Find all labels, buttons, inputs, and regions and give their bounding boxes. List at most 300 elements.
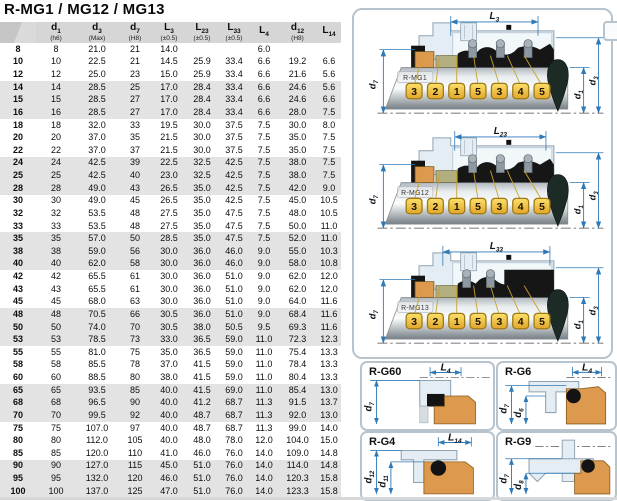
- dim-label: $L_4$: [582, 363, 593, 375]
- table-cell: 43: [118, 182, 152, 195]
- table-cell: 23: [129, 69, 140, 80]
- table-cell: 49.0: [76, 182, 118, 195]
- spring-pin: [486, 270, 494, 288]
- table-cell: 6.6: [250, 106, 278, 119]
- flush-port: [461, 253, 477, 271]
- table-cell: 7.5: [257, 132, 271, 143]
- row-label: 48: [0, 308, 36, 321]
- table-cell: 42.5: [218, 169, 250, 182]
- table-cell: 78.5: [76, 333, 118, 346]
- table-cell: 39: [118, 157, 152, 170]
- table-cell: 13.3: [320, 359, 338, 370]
- table-cell: 59.0: [218, 333, 250, 346]
- table-cell: 96.5: [76, 397, 118, 410]
- table-cell: 42.5: [225, 195, 243, 206]
- dim-label: $d_3$: [586, 191, 600, 201]
- table-cell: 110: [127, 447, 143, 458]
- svg-text:3: 3: [411, 202, 417, 214]
- table-row: [0, 182, 341, 195]
- svg-text:4: 4: [517, 87, 524, 99]
- table-row: [0, 220, 341, 233]
- row-label: 18: [12, 119, 23, 130]
- table-cell: 19.5: [160, 119, 178, 130]
- dim-label: $L_{33}$: [489, 240, 503, 254]
- table-cell: 6.6: [250, 81, 278, 94]
- table-cell: 28.5: [152, 232, 186, 245]
- table-cell: 92.0: [278, 409, 317, 422]
- table-cell: 47.5: [225, 207, 243, 218]
- sleeve: [420, 406, 428, 423]
- set-screw: [506, 140, 511, 145]
- table-cell: 7.5: [250, 182, 278, 195]
- row-label: 95: [0, 472, 36, 485]
- table-cell: 35.0: [193, 220, 211, 231]
- table-cell: 38.0: [160, 372, 178, 383]
- table-cell: 6.6: [317, 94, 341, 107]
- seat-ring-orange: [415, 167, 434, 183]
- table-cell: 36.0: [186, 308, 218, 321]
- table-cell: 30.0: [152, 245, 186, 258]
- panel-title: R-G6: [505, 366, 532, 378]
- table-cell: 43: [50, 283, 61, 294]
- svg-text:4: 4: [517, 317, 524, 329]
- table-cell: 26.5: [152, 182, 186, 195]
- table-cell: 11.0: [250, 384, 278, 397]
- table-cell: 41.0: [160, 447, 178, 458]
- table-row: [0, 296, 341, 309]
- row-label: 33: [12, 220, 23, 231]
- spring-pin: [496, 40, 504, 58]
- table-cell: 11.3: [250, 409, 278, 422]
- table-row: [0, 258, 341, 271]
- table-cell: [278, 43, 317, 56]
- table-cell: 7.5: [257, 220, 271, 231]
- spring-pin: [462, 270, 470, 288]
- svg-text:1: 1: [453, 202, 460, 214]
- table-cell: 38.0: [278, 169, 317, 182]
- dim-label: $L_3$: [489, 10, 500, 24]
- table-cell: 105: [127, 435, 143, 446]
- table-cell: 41.5: [193, 359, 211, 370]
- table-cell: 7.5: [322, 132, 336, 143]
- dim-label: $d_3$: [586, 306, 600, 316]
- table-cell: 5.6: [322, 69, 336, 80]
- table-cell: 37: [129, 144, 140, 155]
- table-cell: 27.5: [160, 207, 178, 218]
- table-cell: 14.0: [320, 422, 338, 433]
- table-cell: 69.0: [218, 384, 250, 397]
- table-cell: 21.6: [288, 69, 307, 80]
- table-cell: 38.0: [278, 157, 317, 170]
- table-cell: 7.5: [257, 207, 271, 218]
- table-cell: 11.6: [320, 296, 338, 307]
- table-cell: 114.0: [278, 460, 317, 473]
- table-cell: 22: [50, 144, 61, 155]
- table-cell: 78: [129, 359, 140, 370]
- table-cell: 45.0: [288, 195, 307, 206]
- table-cell: 92: [118, 409, 152, 422]
- table-cell: 37.0: [160, 359, 178, 370]
- table-row: [0, 106, 341, 119]
- table-cell: 28.4: [186, 106, 218, 119]
- table-cell: 35.0: [193, 195, 211, 206]
- table-cell: 27: [118, 94, 152, 107]
- table-cell: 45.0: [152, 460, 186, 473]
- table-cell: 51.0: [225, 283, 243, 294]
- row-label: 14: [0, 81, 36, 94]
- table-cell: 35.0: [193, 207, 211, 218]
- table-cell: 36.5: [193, 346, 211, 357]
- row-label: 42: [12, 271, 23, 282]
- table-cell: 15.8: [317, 485, 341, 498]
- row-label: 40: [0, 258, 36, 271]
- table-cell: 47.5: [218, 232, 250, 245]
- table-cell: 63: [129, 296, 140, 307]
- spring-pin: [524, 40, 532, 58]
- row-label: 25: [0, 169, 36, 182]
- table-cell: 68.7: [218, 409, 250, 422]
- table-cell: 5.6: [317, 81, 341, 94]
- table-cell: 19.2: [288, 56, 307, 67]
- table-cell: 65.5: [88, 271, 106, 282]
- table-cell: 28.5: [76, 94, 118, 107]
- table-cell: 65.5: [88, 283, 106, 294]
- table-cell: 45: [129, 195, 140, 206]
- table-cell: 35.0: [288, 132, 307, 143]
- table-cell: 40.0: [152, 384, 186, 397]
- table-cell: 62.0: [76, 258, 118, 271]
- table-cell: 91.5: [278, 397, 317, 410]
- table-row: [0, 434, 341, 447]
- table-cell: 55.0: [278, 245, 317, 258]
- table-cell: 33.4: [225, 69, 243, 80]
- table-cell: 51.0: [186, 472, 218, 485]
- table-cell: 58: [118, 258, 152, 271]
- table-cell: 25.9: [193, 69, 211, 80]
- table-cell: 36.0: [186, 245, 218, 258]
- table-cell: 90: [118, 397, 152, 410]
- table-cell: 21.5: [160, 132, 178, 143]
- table-row: [0, 371, 341, 384]
- table-cell: 27: [118, 106, 152, 119]
- table-cell: 11.0: [320, 220, 338, 231]
- row-label: 58: [12, 359, 23, 370]
- table-cell: 13.7: [317, 397, 341, 410]
- table-cell: 11.6: [317, 321, 341, 334]
- table-cell: 14.0: [250, 472, 278, 485]
- svg-text:2: 2: [432, 202, 439, 214]
- dim-label: $d_1$: [571, 320, 586, 330]
- row-label: 90: [0, 460, 36, 473]
- seat-ring-orange: [415, 282, 434, 298]
- svg-text:5: 5: [475, 317, 481, 329]
- table-cell: 57.0: [76, 232, 118, 245]
- table-cell: 68.7: [218, 397, 250, 410]
- row-label: 65: [0, 384, 36, 397]
- dim-label: $d_7$: [498, 404, 511, 414]
- table-cell: 42.5: [76, 169, 118, 182]
- table-row: [0, 270, 341, 283]
- dim-label: $d_7$: [498, 474, 511, 484]
- table-cell: 33.4: [218, 106, 250, 119]
- dim-label: $d_{11}$: [377, 475, 391, 488]
- table-cell: 41.5: [193, 372, 211, 383]
- table-cell: 8: [53, 43, 59, 54]
- table-cell: 28.5: [76, 106, 118, 119]
- table-row: [0, 321, 341, 334]
- table-cell: 21.5: [160, 144, 178, 155]
- spring-pin: [468, 155, 476, 173]
- svg-text:5: 5: [539, 202, 545, 214]
- table-cell: 30.5: [152, 321, 186, 334]
- table-cell: 35: [129, 132, 140, 143]
- diagram-label: R-MG12: [401, 189, 430, 197]
- table-row: [0, 485, 341, 498]
- table-cell: 48.0: [193, 435, 211, 446]
- table-cell: 35.0: [186, 182, 218, 195]
- table-cell: 9.0: [317, 182, 341, 195]
- table-cell: 6.6: [257, 56, 271, 67]
- table-row: [0, 333, 341, 346]
- table-cell: 36.5: [186, 333, 218, 346]
- table-row: [0, 460, 341, 473]
- table-cell: 75: [129, 346, 140, 357]
- table-cell: 48: [36, 308, 76, 321]
- table-cell: 42.5: [218, 157, 250, 170]
- table-cell: 30.0: [288, 119, 307, 130]
- table-cell: 68.7: [225, 422, 243, 433]
- row-label: 53: [0, 333, 36, 346]
- table-cell: 24.6: [278, 81, 317, 94]
- table-cell: 50: [36, 321, 76, 334]
- table-cell: 62.0: [288, 271, 307, 282]
- table-cell: 99.5: [76, 409, 118, 422]
- table-cell: 11.3: [255, 422, 273, 433]
- table-cell: 65: [36, 384, 76, 397]
- dim-label: $d_7$: [363, 402, 376, 412]
- row-label: 38: [0, 245, 36, 258]
- table-cell: 25.9: [193, 56, 211, 67]
- table-cell: 50.0: [288, 220, 307, 231]
- table-cell: 78.0: [225, 435, 243, 446]
- table-cell: 7.5: [250, 157, 278, 170]
- table-cell: 40.0: [160, 422, 178, 433]
- table-cell: 21: [129, 56, 140, 67]
- spring-pin: [468, 40, 476, 58]
- table-cell: 33: [50, 220, 61, 231]
- table-cell: 78.4: [288, 359, 307, 370]
- table-cell: 9.0: [250, 245, 278, 258]
- table-cell: 32.5: [186, 157, 218, 170]
- dim-label: $d_3$: [586, 76, 600, 86]
- table-cell: 12.0: [320, 283, 338, 294]
- table-cell: 46.0: [218, 258, 250, 271]
- table-cell: 46.0: [193, 447, 211, 458]
- table-cell: 30.0: [193, 119, 211, 130]
- svg-text:5: 5: [475, 202, 481, 214]
- svg-text:5: 5: [475, 87, 481, 99]
- table-cell: 9.0: [257, 296, 271, 307]
- table-row: [0, 207, 341, 220]
- table-cell: 68.0: [88, 296, 106, 307]
- table-cell: 13.3: [320, 346, 338, 357]
- table-cell: 26.5: [160, 195, 178, 206]
- table-cell: 32.5: [186, 169, 218, 182]
- table-cell: 85: [118, 384, 152, 397]
- table-cell: 88.5: [88, 372, 106, 383]
- table-cell: 112.0: [86, 435, 108, 446]
- table-cell: 12: [50, 69, 61, 80]
- table-cell: 90: [36, 460, 76, 473]
- row-label: 70: [0, 409, 36, 422]
- column-header: $L_{23}$ (±0.5): [186, 22, 218, 43]
- table-cell: 72.3: [278, 333, 317, 346]
- table-cell: 30.0: [160, 271, 178, 282]
- seal-diagram-r-mg12: [354, 125, 611, 240]
- svg-text:1: 1: [453, 87, 460, 99]
- table-cell: 100: [36, 485, 76, 498]
- svg-text:5: 5: [539, 317, 545, 329]
- row-label: 20: [12, 132, 23, 143]
- table-cell: 59.0: [225, 359, 243, 370]
- table-cell: 17.0: [152, 106, 186, 119]
- detail-panel-r-g4: [360, 431, 495, 501]
- table-cell: 76.0: [218, 460, 250, 473]
- table-cell: 132.0: [76, 472, 118, 485]
- table-cell: 32.0: [88, 119, 106, 130]
- table-row: [0, 131, 341, 144]
- table-cell: 47.5: [225, 220, 243, 231]
- row-label: 43: [12, 283, 23, 294]
- o-ring: [431, 460, 446, 475]
- row-label: 100: [0, 485, 36, 498]
- row-label: 50: [0, 321, 36, 334]
- table-cell: 25.0: [88, 69, 106, 80]
- table-cell: 123.3: [278, 485, 317, 498]
- table-cell: 7.5: [317, 157, 341, 170]
- table-cell: 32: [50, 207, 61, 218]
- detail-panel-r-g60: [360, 361, 495, 431]
- svg-text:3: 3: [496, 202, 503, 214]
- row-label: 16: [0, 106, 36, 119]
- table-cell: 15.0: [320, 435, 338, 446]
- table-cell: 51.0: [218, 308, 250, 321]
- table-cell: 41.5: [186, 384, 218, 397]
- table-cell: 51.0: [186, 460, 218, 473]
- dim-label: $d_8$: [512, 480, 526, 490]
- row-label: 75: [12, 422, 23, 433]
- table-cell: 125: [118, 485, 152, 498]
- table-cell: 48: [129, 220, 140, 231]
- table-cell: 14.5: [160, 56, 178, 67]
- square-ring: [427, 394, 445, 406]
- table-cell: 12.0: [255, 435, 273, 446]
- table-cell: 66: [118, 308, 152, 321]
- svg-text:4: 4: [517, 202, 524, 214]
- table-cell: 76.0: [225, 447, 243, 458]
- table-cell: 49.0: [88, 195, 106, 206]
- table-cell: 20: [50, 132, 61, 143]
- dim-label: $L_{14}$: [447, 433, 462, 445]
- table-cell: 11.0: [255, 359, 273, 370]
- table-cell: 30.0: [160, 283, 178, 294]
- table-cell: 55: [50, 346, 61, 357]
- table-cell: 36.0: [193, 271, 211, 282]
- table-cell: 22.5: [152, 157, 186, 170]
- table-cell: 30.5: [152, 308, 186, 321]
- table-row: [0, 359, 341, 372]
- table-cell: 53.5: [88, 220, 106, 231]
- o-ring: [566, 389, 580, 403]
- table-cell: 14.0: [250, 485, 278, 498]
- table-cell: 7.5: [257, 195, 271, 206]
- table-cell: 17.0: [152, 81, 186, 94]
- diagram-label: R-MG1: [403, 74, 427, 82]
- table-cell: 80.4: [288, 372, 307, 383]
- table-cell: 30.0: [160, 296, 178, 307]
- table-cell: 7.5: [257, 144, 271, 155]
- table-cell: 37.5: [225, 132, 243, 143]
- table-cell: 35.0: [160, 346, 178, 357]
- table-cell: 85: [50, 447, 61, 458]
- table-cell: 9.0: [250, 258, 278, 271]
- table-cell: 33: [129, 119, 140, 130]
- row-label: 80: [12, 435, 23, 446]
- row-label: 60: [12, 372, 23, 383]
- table-row: [0, 232, 341, 245]
- svg-text:3: 3: [496, 317, 503, 329]
- table-cell: 40.0: [152, 409, 186, 422]
- table-cell: 70: [118, 321, 152, 334]
- table-cell: 33.4: [218, 94, 250, 107]
- table-cell: 7.5: [250, 232, 278, 245]
- table-cell: 59.0: [225, 372, 243, 383]
- table-cell: 40.0: [160, 435, 178, 446]
- table-cell: 37.0: [88, 144, 106, 155]
- table-cell: 75.4: [288, 346, 307, 357]
- table-cell: 107.0: [85, 422, 109, 433]
- table-cell: 22.5: [88, 56, 106, 67]
- column-header: $L_4$: [250, 22, 278, 43]
- row-label: 28: [0, 182, 36, 195]
- dim-label: $L_4$: [440, 363, 451, 375]
- table-cell: 12.0: [320, 271, 338, 282]
- table-cell: 40: [36, 258, 76, 271]
- table-cell: 10.5: [320, 207, 338, 218]
- detail-panel-r-g6: [496, 361, 617, 431]
- table-cell: 28: [36, 182, 76, 195]
- table-cell: 52.0: [278, 232, 317, 245]
- table-cell: 48.7: [193, 422, 211, 433]
- table-cell: 104.0: [286, 435, 309, 446]
- table-cell: 85.5: [88, 359, 106, 370]
- flush-port: [461, 23, 477, 41]
- table-cell: 35.0: [186, 232, 218, 245]
- table-row: [0, 384, 341, 397]
- table-cell: 70: [36, 409, 76, 422]
- table-cell: 21.0: [88, 43, 106, 54]
- table-cell: 68.4: [278, 308, 317, 321]
- table-cell: 51.0: [225, 296, 243, 307]
- table-cell: 36.0: [186, 258, 218, 271]
- table-cell: 10.8: [317, 258, 341, 271]
- panel-title: R-G4: [369, 436, 396, 448]
- table-cell: 14.8: [320, 447, 338, 458]
- column-header: $L_3$ (±0.5): [152, 22, 186, 43]
- seal-diagram-group: [352, 8, 613, 359]
- column-header: $L_{33}$ (±0.5): [218, 22, 250, 43]
- table-cell: 14.8: [317, 460, 341, 473]
